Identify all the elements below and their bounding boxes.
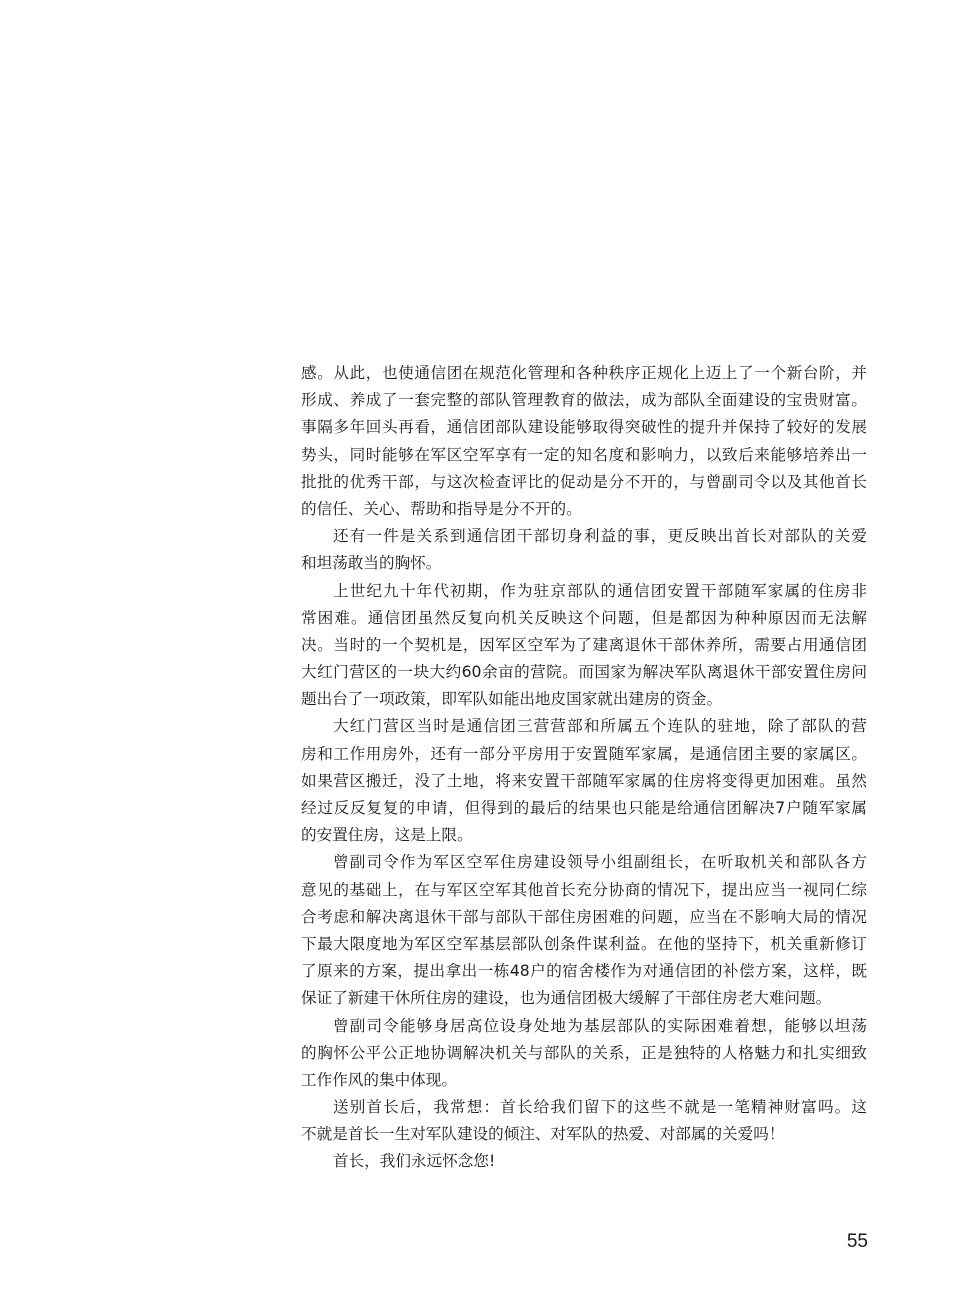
text-line: 的胸怀公平公正地协调解决机关与部队的关系，正是独特的人格魅力和扎实细致 (301, 1043, 867, 1062)
text-line: 题出台了一项政策，即军队如能出地皮国家就出建房的资金。 (301, 690, 723, 709)
text-line: 工作作风的集中体现。 (301, 1070, 457, 1089)
paragraph-2 (301, 523, 867, 577)
text-line: 批批的优秀干部，与这次检查评比的促动是分不开的，与曾副司令以及其他首长 (301, 472, 867, 491)
paragraph-7 (301, 1094, 867, 1148)
paragraph-6 (301, 1013, 867, 1095)
body-text (301, 360, 867, 1176)
text-line: 常困难。通信团虽然反复向机关反映这个问题，但是都因为种种原因而无法解 (301, 608, 867, 627)
text-line: 的安置住房，这是上限。 (301, 826, 473, 845)
text-line: 送别首长后，我常想：首长给我们留下的这些不就是一笔精神财富吗。这 (333, 1098, 867, 1117)
paragraph-4 (301, 713, 867, 849)
paragraph-8 (301, 1148, 867, 1175)
text-line: 的信任、关心、帮助和指导是分不开的。 (301, 499, 582, 518)
text-line: 意见的基础上，在与军区空军其他首长充分协商的情况下，提出应当一视同仁综 (301, 880, 867, 899)
text-line: 首长，我们永远怀念您! (333, 1152, 496, 1171)
text-line: 事隔多年回头再看，通信团部队建设能够取得突破性的提升并保持了较好的发展 (301, 418, 867, 437)
text-line: 曾副司令能够身居高位设身处地为基层部队的实际困难着想，能够以坦荡 (333, 1016, 867, 1035)
text-line: 经过反反复复的申请，但得到的最后的结果也只能是给通信团解决7户随军家属 (301, 799, 867, 817)
text-line: 上世纪九十年代初期，作为驻京部队的通信团安置干部随军家属的住房非 (333, 581, 867, 600)
text-line: 不就是首长一生对军队建设的倾注、对军队的热爱、对部属的关爱吗！ (301, 1125, 785, 1144)
page-number: 55 (846, 1231, 868, 1252)
text-line: 大红门营区当时是通信团三营营部和所属五个连队的驻地，除了部队的营 (333, 717, 867, 736)
text-line: 下最大限度地为军区空军基层部队创条件谋利益。在他的坚持下，机关重新修订 (301, 934, 867, 953)
text-line: 了原来的方案，提出拿出一栋48户的宿舍楼作为对通信团的补偿方案，这样，既 (301, 962, 867, 981)
text-line: 形成、养成了一套完整的部队管理教育的做法，成为部队全面建设的宝贵财富。 (301, 391, 867, 410)
text-line: 曾副司令作为军区空军住房建设领导小组副组长，在听取机关和部队各方 (333, 853, 867, 872)
text-line: 如果营区搬迁，没了土地，将来安置干部随军家属的住房将变得更加困难。虽然 (301, 771, 867, 790)
text-line: 合考虑和解决离退休干部与部队干部住房困难的问题，应当在不影响大局的情况 (301, 907, 867, 926)
text-line: 势头，同时能够在军区空军享有一定的知名度和影响力，以致后来能够培养出一 (301, 445, 867, 464)
text-line: 房和工作用房外，还有一部分平房用于安置随军家属，是通信团主要的家属区。 (301, 744, 867, 763)
text-line: 和坦荡敢当的胸怀。 (301, 554, 442, 573)
text-line: 决。当时的一个契机是，因军区空军为了建离退休干部休养所，需要占用通信团 (301, 635, 867, 654)
text-line: 感。从此，也使通信团在规范化管理和各种秩序正规化上迈上了一个新台阶，并 (301, 364, 867, 382)
text-line: 大红门营区的一块大约60余亩的营院。而国家为解决军队离退休干部安置住房问 (301, 663, 867, 682)
text-line: 保证了新建干休所住房的建设，也为通信团极大缓解了干部住房老大难问题。 (301, 989, 832, 1008)
paragraph-3 (301, 578, 867, 714)
paragraph-1 (301, 360, 867, 523)
paragraph-5 (301, 849, 867, 1012)
text-line: 还有一件是关系到通信团干部切身利益的事，更反映出首长对部队的关爱 (333, 527, 867, 546)
